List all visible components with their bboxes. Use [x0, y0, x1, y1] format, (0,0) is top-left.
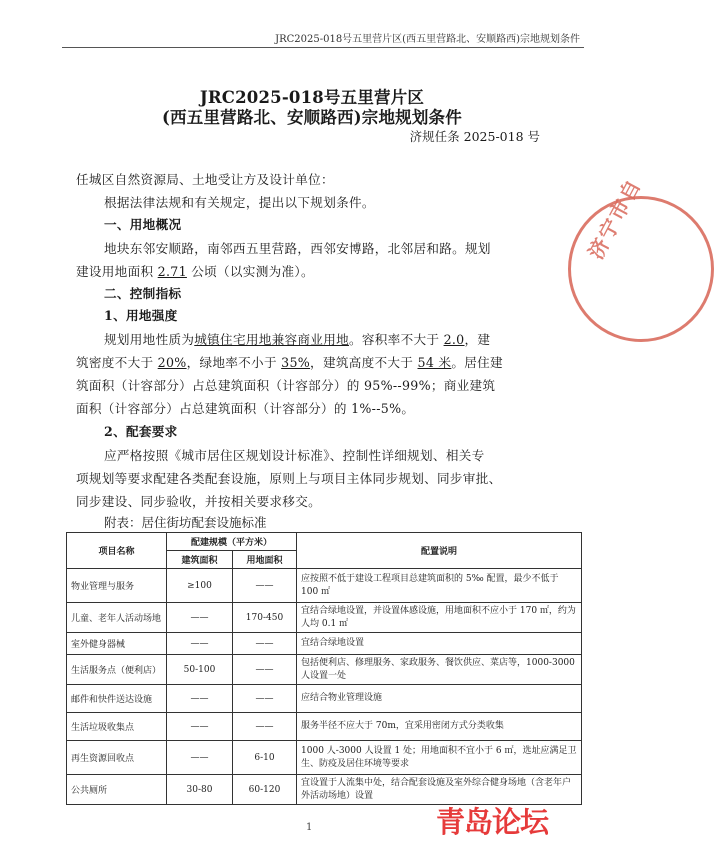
cell-building: ——: [167, 713, 233, 741]
watermark-logo: 青岛论坛: [436, 805, 549, 839]
supporting-line3: 同步建设、同步验收，并按相关要求移交。: [76, 494, 321, 509]
land-area-value: 2.71: [157, 264, 187, 279]
cell-note: 包括便利店、修理服务、家政服务、餐饮供应、菜店等，1000-3000 人设置一处: [297, 655, 582, 685]
text-fragment: 规划用地性质为: [104, 332, 195, 347]
section1-text-line2: [76, 261, 314, 280]
cell-building: 50-100: [167, 655, 233, 685]
facilities-table: [66, 532, 582, 805]
cell-building: ≥100: [167, 569, 233, 603]
cell-building: ——: [167, 685, 233, 713]
cell-note: 宜结合绿地设置: [297, 633, 582, 655]
cell-name: 儿童、老年人活动场地: [67, 603, 167, 633]
document-title-line2: (西五里营路北、安顺路西)宗地规划条件: [162, 108, 462, 127]
page-number: 1: [306, 822, 313, 833]
cell-building: ——: [167, 633, 233, 655]
cell-name: 生活服务点（便利店）: [67, 655, 167, 685]
intensity-line3: 筑面积（计容部分）占总建筑面积（计容部分）的 95%--99%；商业建筑: [76, 378, 496, 393]
intensity-line1: [104, 329, 490, 348]
text-fragment: ，建筑高度不大于: [310, 355, 418, 370]
cell-land: 170-450: [233, 603, 297, 633]
text-fragment: 。容积率不大于: [349, 332, 444, 347]
cell-note: 1000 人-3000 人设置 1 处；用地面积不宜小于 6 ㎡，选址应满足卫生、防疫及居住环境等要求: [297, 741, 582, 775]
intro-paragraph: 根据法律法规和有关规定，提出以下规划条件。: [104, 195, 375, 210]
cell-land: 6-10: [233, 741, 297, 775]
col-header-building-area: 建筑面积: [167, 551, 233, 569]
supporting-line1: 应严格按照《城市居住区规划设计标准》、控制性详细规划、相关专: [104, 448, 485, 463]
cell-note: 宜设置于人流集中处，结合配套设施及室外综合健身场地（含老年户外活动场地）设置: [297, 775, 582, 805]
cell-building: 30-80: [167, 775, 233, 805]
official-seal-text: 济宁市自: [583, 174, 647, 264]
green-ratio-value: 35%: [281, 355, 311, 370]
cell-land: ——: [233, 655, 297, 685]
cell-name: 再生资源回收点: [67, 741, 167, 775]
cell-note: 宜结合绿地设置，并设置体感设施，用地面积不应小于 170 ㎡，约为人均 0.1 ㎡: [297, 603, 582, 633]
table-caption: 附表：居住街坊配套设施标准: [104, 515, 267, 530]
cell-name: 公共厕所: [67, 775, 167, 805]
cell-land: ——: [233, 713, 297, 741]
cell-land: ——: [233, 569, 297, 603]
cell-name: 生活垃圾收集点: [67, 713, 167, 741]
subsection1-heading: 1、用地强度: [104, 308, 178, 323]
text-fragment: ，绿地率不小于: [186, 355, 282, 370]
col-header-name: 项目名称: [67, 533, 167, 569]
col-header-land-area: 用地面积: [233, 551, 297, 569]
table-row: [67, 685, 582, 713]
text-fragment: 筑密度不大于: [76, 355, 158, 370]
land-use-value: 城镇住宅用地兼容商业用地: [194, 332, 349, 347]
col-header-scale: 配建规模（平方米）: [167, 533, 297, 551]
intensity-line4: 面积（计容部分）占总建筑面积（计容部分）的 1%--5%。: [76, 401, 415, 416]
cell-name: 物业管理与服务: [67, 569, 167, 603]
height-value: 54 米: [417, 355, 452, 370]
cell-building: ——: [167, 603, 233, 633]
density-value: 20%: [157, 355, 187, 370]
cell-note: 应结合物业管理设施: [297, 685, 582, 713]
section1-text-line1: 地块东邻安顺路，南邻西五里营路，西邻安博路，北邻居和路。规划: [104, 241, 491, 256]
col-header-note: 配置说明: [297, 533, 582, 569]
cell-note: 应按照不低于建设工程项目总建筑面积的 5‰ 配置，最少不低于 100 ㎡: [297, 569, 582, 603]
header-divider: [62, 47, 584, 48]
table-row: [67, 569, 582, 603]
cell-building: ——: [167, 741, 233, 775]
section2-heading: 二、控制指标: [104, 286, 182, 301]
table-row: [67, 713, 582, 741]
supporting-line2: 项规划等要求配建各类配套设施，原则上与项目主体同步规划、同步审批、: [76, 471, 502, 486]
table-row: [67, 603, 582, 633]
cell-name: 室外健身器械: [67, 633, 167, 655]
subsection2-heading: 2、配套要求: [104, 424, 178, 439]
text-fragment: 公顷（以实测为准）。: [186, 264, 314, 279]
section1-heading: 一、用地概况: [104, 217, 182, 232]
text-fragment: ，建: [464, 332, 491, 347]
official-seal-stamp: [568, 196, 714, 342]
cell-land: 60-120: [233, 775, 297, 805]
running-header: JRC2025-018号五里营片区(西五里营路北、安顺路西)宗地规划条件: [275, 34, 580, 45]
document-title-line1: JRC2025-018号五里营片区: [199, 88, 425, 107]
cell-note: 服务半径不应大于 70m，宜采用密闭方式分类收集: [297, 713, 582, 741]
intensity-line2: [76, 352, 503, 371]
cell-name: 邮件和快件送达设施: [67, 685, 167, 713]
text-fragment: 建设用地面积: [76, 264, 158, 279]
cell-land: ——: [233, 685, 297, 713]
cell-land: ——: [233, 633, 297, 655]
table-row: [67, 741, 582, 775]
addressee: 任城区自然资源局、土地受让方及设计单位：: [76, 172, 334, 187]
text-fragment: 。居住建: [451, 355, 503, 370]
table-row: [67, 655, 582, 685]
table-row: [67, 633, 582, 655]
far-value: 2.0: [443, 332, 465, 347]
document-number: 济规任条 2025-018 号: [409, 129, 540, 144]
